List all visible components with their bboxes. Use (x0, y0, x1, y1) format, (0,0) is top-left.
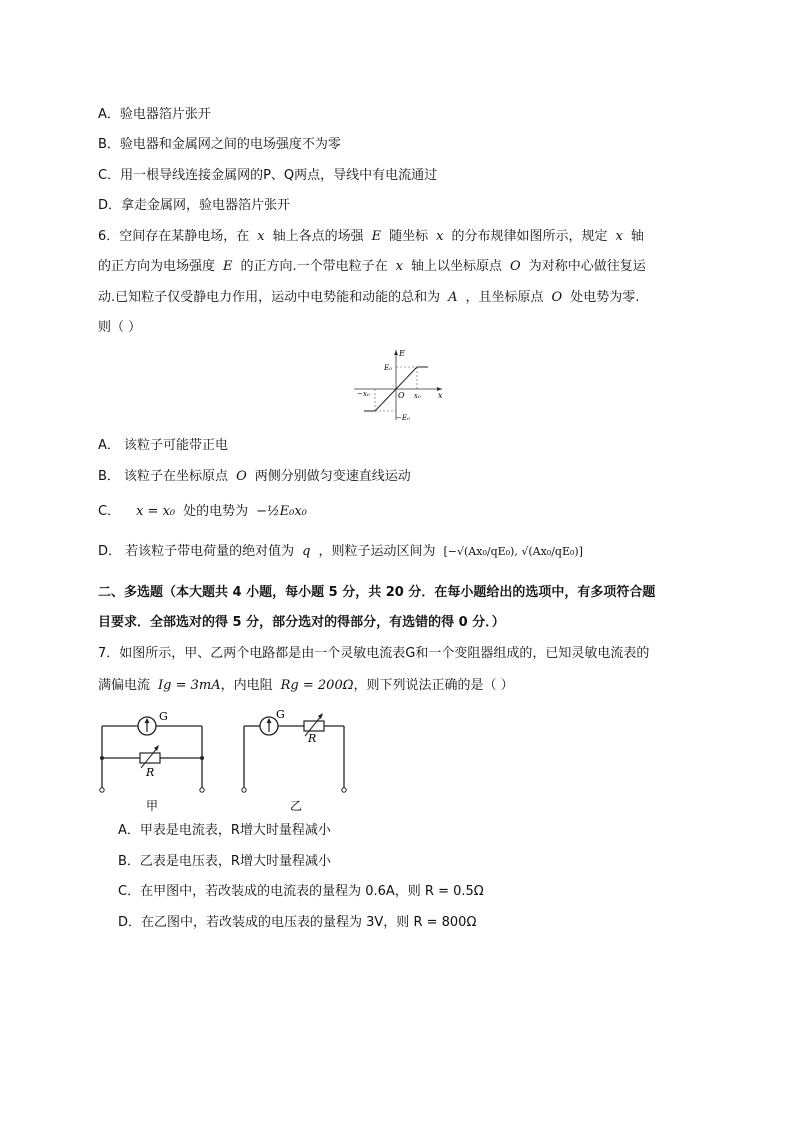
e-x-graph (348, 344, 446, 424)
text: C． (98, 504, 121, 519)
text: 动.已知粒子仅受静电力作用，运动中电势能和动能的总和为 (98, 290, 441, 305)
text: 轴 (630, 229, 644, 244)
text: 的正方向为电场强度 (98, 259, 216, 274)
label-yi: 乙 (290, 799, 303, 813)
circuit-jia (96, 706, 216, 816)
text: B． 该粒子在坐标原点 (98, 469, 229, 484)
var-x: x (257, 229, 265, 244)
q6-option-b (98, 467, 411, 487)
q6-stem-line3 (98, 288, 639, 308)
text: 的分布规律如图所示，规定 (451, 229, 608, 244)
var-o: O (510, 259, 521, 274)
text: 处电势为零. (570, 290, 640, 305)
rheostat-arrowhead (318, 713, 323, 719)
section2-heading-line2: 目要求．全部选对的得 5 分，部分选对的得部分，有选错的得 0 分．） (98, 615, 505, 630)
var-a: A (448, 290, 458, 305)
text: 轴上以坐标原点 (411, 259, 503, 274)
text: 随坐标 (389, 229, 429, 244)
expr-potential: −½E₀x₀ (256, 504, 307, 519)
label-jia: 甲 (146, 799, 159, 813)
text: ，则下列说法正确的是（ ） (353, 678, 514, 693)
rheostat (304, 721, 324, 731)
text: 满偏电流 (98, 678, 151, 693)
text: 的正方向.一个带电粒子在 (240, 259, 388, 274)
q5-option-c: C．用一根导线连接金属网的P、Q两点，导线中有电流通过 (98, 168, 438, 183)
q6-option-c (98, 502, 307, 522)
expr-x-eq-x0: x = x₀ (136, 504, 176, 519)
text: ，则粒子运动区间为 (318, 544, 436, 559)
junction (200, 756, 204, 760)
q5-option-d: D．拿走金属网，验电器箔片张开 (98, 198, 291, 213)
rheostat-arrowhead (154, 745, 159, 751)
q7-option-b: B．乙表是电压表，R增大时量程减小 (118, 854, 331, 869)
terminal (100, 788, 104, 792)
label-e: E (399, 349, 405, 358)
text: 两侧分别做匀变速直线运动 (254, 469, 411, 484)
label-e0: E₀ (384, 364, 392, 372)
q6-option-a: A． 该粒子可能带正电 (98, 438, 229, 453)
q6-stem-line2 (98, 257, 646, 277)
var-x: x (615, 229, 623, 244)
label-r: R (308, 732, 317, 745)
var-x: x (395, 259, 403, 274)
text: 轴上各点的场强 (272, 229, 364, 244)
e-axis-arrow (394, 350, 398, 355)
expr-rg: Rg = 200Ω (280, 678, 354, 693)
label-neg-x0: −x₀ (357, 390, 370, 398)
label-r: R (146, 766, 155, 779)
q7-option-c: C．在甲图中，若改装成的电流表的量程为 0.6A，则 R = 0.5Ω (118, 884, 484, 899)
text: 为对称中心做往复运 (528, 259, 646, 274)
label-neg-e0: −E₀ (396, 414, 410, 422)
q5-option-a: A．验电器箔片张开 (98, 107, 211, 122)
text: ，内电阻 (220, 678, 273, 693)
var-o: O (236, 469, 247, 484)
var-q: q (302, 544, 311, 559)
label-x: x (438, 391, 443, 400)
q5-option-b: B．验电器和金属网之间的电场强度不为零 (98, 137, 341, 152)
label-origin: O (398, 391, 405, 400)
q6-stem-line1 (98, 227, 644, 247)
q7-stem-line2 (98, 676, 514, 696)
var-o: O (551, 290, 563, 305)
junction (100, 756, 104, 760)
label-g: G (276, 708, 285, 721)
q7-option-a: A．甲表是电流表，R增大时量程减小 (118, 823, 331, 838)
label-g: G (159, 710, 168, 723)
text: 处的电势为 (183, 504, 249, 519)
text: D． 若该粒子带电荷量的绝对值为 (98, 544, 295, 559)
q7-option-d: D．在乙图中，若改装成的电压表的量程为 3V，则 R = 800Ω (118, 915, 477, 930)
terminal (342, 788, 346, 792)
expr-ig: Ig = 3mA (158, 678, 221, 693)
var-e: E (223, 259, 233, 274)
q7-stem-line1: 7．如图所示，甲、乙两个电路都是由一个灵敏电流表G和一个变阻器组成的，已知灵敏电流表的 (98, 646, 650, 661)
q6-stem-line4: 则（ ） (98, 320, 142, 335)
label-x0: x₀ (414, 392, 421, 400)
rheostat (140, 753, 160, 763)
var-x: x (436, 229, 444, 244)
circuit-yi (238, 706, 356, 816)
terminal (200, 788, 204, 792)
terminal (242, 788, 246, 792)
expr-interval: [−√(Ax₀/qE₀), √(Ax₀/qE₀)] (443, 545, 583, 558)
text: 6．空间存在某静电场，在 (98, 229, 250, 244)
text: ，且坐标原点 (465, 290, 544, 305)
section2-heading-line1: 二、多选题（本大题共 4 小题，每小题 5 分，共 20 分．在每小题给出的选项中，有多项符合题 (98, 585, 656, 600)
var-e: E (371, 229, 382, 244)
q6-option-d (98, 542, 583, 562)
